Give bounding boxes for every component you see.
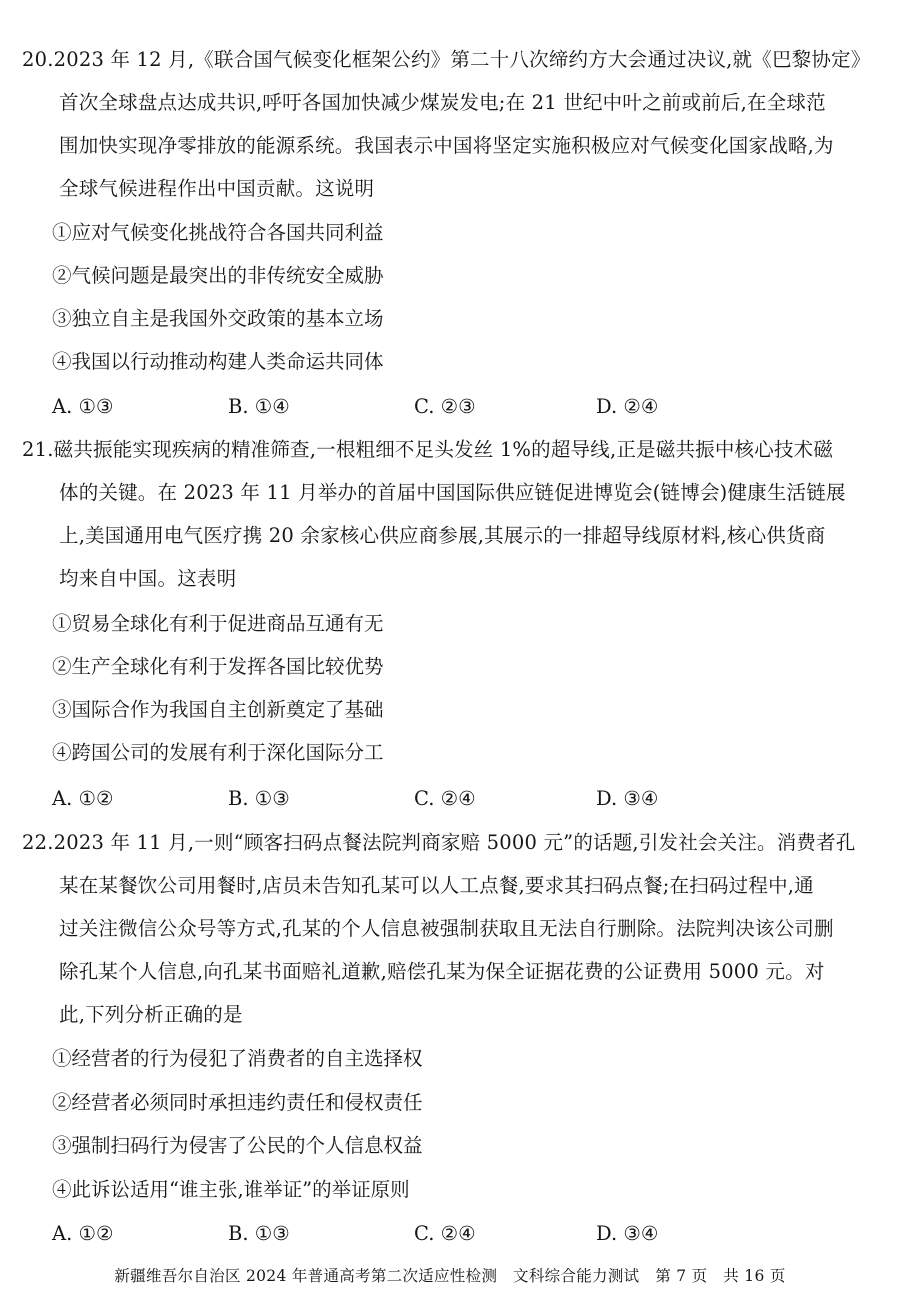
question-number: 20. (22, 48, 54, 71)
choice-a[interactable]: A. ①② (52, 787, 114, 810)
question-stem-line: 首次全球盘点达成共识,呼吁各国加快减少煤炭发电;在 21 世纪中叶之前或前后,在全球范 (59, 91, 826, 114)
statement-2: ②气候问题是最突出的非传统安全威胁 (52, 264, 384, 287)
question-22-line-1 (22, 831, 856, 855)
statement-3: ③独立自主是我国外交政策的基本立场 (52, 307, 384, 330)
choice-c[interactable]: C. ②④ (414, 1222, 476, 1245)
choice-b[interactable]: B. ①③ (228, 1222, 290, 1245)
choice-d[interactable]: D. ③④ (596, 787, 659, 810)
question-stem-line: 某在某餐饮公司用餐时,店员未告知孔某可以人工点餐,要求其扫码点餐;在扫码过程中,通 (59, 874, 814, 897)
question-stem-line: 全球气候进程作出中国贡献。这说明 (59, 177, 375, 200)
choice-c[interactable]: C. ②③ (414, 395, 476, 418)
choice-a[interactable]: A. ①② (52, 1222, 114, 1245)
question-stem-line: 过关注微信公众号等方式,孔某的个人信息被强制获取且无法自行删除。法院判决该公司删 (59, 917, 834, 940)
choice-d[interactable]: D. ③④ (596, 1222, 659, 1245)
choice-b[interactable]: B. ①③ (228, 787, 290, 810)
choice-c[interactable]: C. ②④ (414, 787, 476, 810)
question-stem-line: 除孔某个人信息,向孔某书面赔礼道歉,赔偿孔某为保全证据花费的公证费用 5000 元。对 (59, 960, 825, 983)
question-number: 22. (22, 831, 54, 854)
choice-b[interactable]: B. ①④ (228, 395, 290, 418)
statement-4: ④跨国公司的发展有利于深化国际分工 (52, 741, 384, 764)
statement-3: ③国际合作为我国自主创新奠定了基础 (52, 698, 384, 721)
statement-1: ①贸易全球化有利于促进商品互通有无 (52, 612, 384, 635)
question-stem-line: 围加快实现净零排放的能源系统。我国表示中国将坚定实施积极应对气候变化国家战略,为 (59, 134, 834, 157)
choice-a[interactable]: A. ①③ (52, 395, 114, 418)
statement-2: ②生产全球化有利于发挥各国比较优势 (52, 655, 384, 678)
question-stem-line: 磁共振能实现疾病的精准筛查,一根粗细不足头发丝 1%的超导线,正是磁共振中核心技术磁 (53, 438, 834, 461)
question-stem-line: 此,下列分析正确的是 (59, 1003, 243, 1026)
question-stem-line: 2023 年 11 月,一则“顾客扫码点餐法院判商家赔 5000 元”的话题,引发社会关注。消费者孔 (53, 831, 856, 854)
statement-4: ④我国以行动推动构建人类命运共同体 (52, 350, 384, 373)
question-stem-line: 2023 年 12 月,《联合国气候变化框架公约》第二十八次缔约方大会通过决议,就《巴黎协定》 (53, 48, 871, 71)
statement-1: ①经营者的行为侵犯了消费者的自主选择权 (52, 1047, 423, 1070)
statement-1: ①应对气候变化挑战符合各国共同利益 (52, 221, 384, 244)
choice-d[interactable]: D. ②④ (596, 395, 659, 418)
statement-3: ③强制扫码行为侵害了公民的个人信息权益 (52, 1134, 423, 1157)
question-stem-line: 上,美国通用电气医疗携 20 余家核心供应商参展,其展示的一排超导线原材料,核心供货商 (59, 524, 826, 547)
question-20-line-1 (22, 48, 870, 72)
page-footer: 新疆维吾尔自治区 2024 年普通高考第二次适应性检测 文科综合能力测试 第 7 页 共 16 页 (114, 1267, 786, 1285)
question-stem-line: 均来自中国。这表明 (59, 567, 237, 590)
question-number: 21. (22, 438, 54, 461)
statement-2: ②经营者必须同时承担违约责任和侵权责任 (52, 1091, 423, 1114)
statement-4: ④此诉讼适用“谁主张,谁举证”的举证原则 (52, 1178, 410, 1201)
question-21-line-1 (22, 438, 833, 462)
question-stem-line: 体的关键。在 2023 年 11 月举办的首届中国国际供应链促进博览会(链博会)健康生活链展 (59, 481, 846, 504)
